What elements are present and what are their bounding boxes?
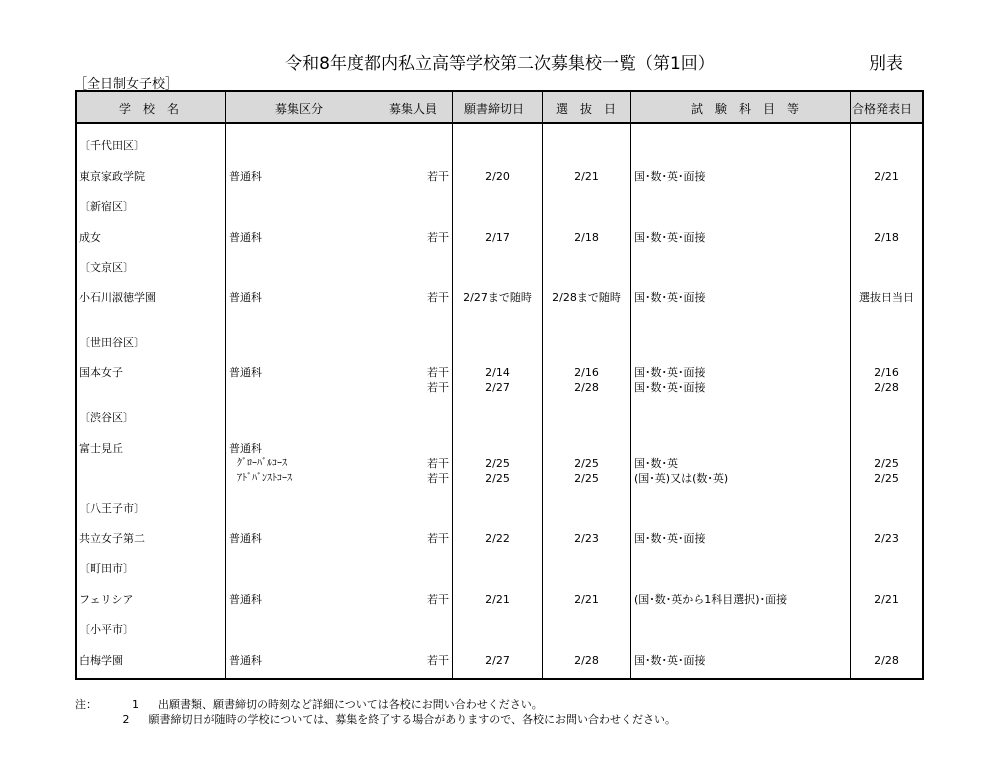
deadline-cell: 2/25 [485, 472, 510, 485]
deadline-cell: 2/22 [485, 532, 510, 545]
header-division: 募集区分 [275, 102, 324, 116]
selection-cell: 2/28 [574, 654, 599, 667]
division-cell: 普通科 [229, 654, 262, 667]
subjects-cell: 国･数･英･面接 [634, 291, 706, 304]
subjects-cell: 国･数･英･面接 [634, 532, 706, 545]
capacity-cell: 若干 [427, 457, 449, 470]
capacity-cell: 若干 [427, 654, 449, 667]
division-cell: 普通科 [229, 532, 262, 545]
ward-heading: 〔文京区〕 [79, 261, 134, 274]
schools-table [75, 90, 924, 680]
subjects-cell: 国･数･英･面接 [634, 654, 706, 667]
deadline-cell: 2/27まで随時 [463, 291, 532, 304]
division-cell: 普通科 [229, 366, 262, 379]
division-cell: 普通科 [229, 442, 262, 455]
announce-cell: 2/16 [874, 366, 899, 379]
notes [75, 697, 676, 727]
announce-cell: 2/21 [874, 170, 899, 183]
page-title: 令和8年度都内私立高等学校第二次募集校一覧（第1回） [285, 54, 715, 74]
deadline-cell: 2/20 [485, 170, 510, 183]
division-cell: 普通科 [229, 593, 262, 606]
announce-cell: 2/28 [874, 381, 899, 394]
ward-heading: 〔世田谷区〕 [79, 336, 145, 349]
ward-heading: 〔八王子市〕 [79, 502, 145, 515]
note-item [75, 697, 676, 712]
selection-cell: 2/25 [574, 457, 599, 470]
selection-cell: 2/28まで随時 [552, 291, 621, 304]
deadline-cell: 2/21 [485, 593, 510, 606]
selection-cell: 2/18 [574, 231, 599, 244]
selection-cell: 2/21 [574, 170, 599, 183]
subjects-cell: (国･英)又は(数･英) [634, 472, 729, 485]
division-cell: 普通科 [229, 291, 262, 304]
announce-cell: 2/25 [874, 457, 899, 470]
deadline-cell: 2/27 [485, 654, 510, 667]
subjects-cell: 国･数･英･面接 [634, 366, 706, 379]
capacity-cell: 若干 [427, 472, 449, 485]
school-name: 東京家政学院 [79, 170, 145, 183]
header-capacity: 募集人員 [389, 102, 438, 116]
note-number: 2 [122, 713, 130, 726]
selection-cell: 2/25 [574, 472, 599, 485]
attachment-label: 別表 [869, 54, 903, 74]
selection-cell: 2/23 [574, 532, 599, 545]
capacity-cell: 若干 [427, 170, 449, 183]
school-name: 国本女子 [79, 366, 123, 379]
selection-cell: 2/21 [574, 593, 599, 606]
note-text: 願書締切日が随時の学校については、募集を終了する場合がありますので、各校にお問い合わせください。 [148, 713, 677, 726]
capacity-cell: 若干 [427, 366, 449, 379]
school-name: 白梅学園 [79, 654, 123, 667]
school-name: 富士見丘 [79, 442, 123, 455]
ward-heading: 〔町田市〕 [79, 562, 134, 575]
course-cell: ｱﾄﾞﾊﾞﾝｽﾄｺｰｽ [237, 473, 292, 484]
header-deadline: 願書締切日 [464, 102, 525, 116]
capacity-cell: 若干 [427, 291, 449, 304]
ward-heading: 〔小平市〕 [79, 623, 134, 636]
subjects-cell: 国･数･英 [634, 457, 678, 470]
capacity-cell: 若干 [427, 593, 449, 606]
subjects-cell: (国･数･英から1科目選択)･面接 [634, 593, 788, 606]
header-school: 学 校 名 [119, 102, 180, 116]
school-name: フェリシア [79, 593, 134, 606]
course-cell: ｸﾞﾛｰﾊﾞﾙｺｰｽ [237, 458, 287, 469]
header-selection: 選 抜 日 [556, 102, 617, 116]
capacity-cell: 若干 [427, 231, 449, 244]
category-label: ［全日制女子校］ [74, 77, 179, 92]
announce-cell: 2/23 [874, 532, 899, 545]
announce-cell: 2/28 [874, 654, 899, 667]
deadline-cell: 2/27 [485, 381, 510, 394]
deadline-cell: 2/14 [485, 366, 510, 379]
notes-label: 注： [75, 698, 97, 711]
note-number: 1 [132, 698, 139, 711]
selection-cell: 2/28 [574, 381, 599, 394]
capacity-cell: 若干 [427, 532, 449, 545]
school-name: 成女 [79, 231, 101, 244]
school-name: 小石川淑徳学園 [79, 291, 156, 304]
table-header [77, 92, 922, 124]
header-announce: 合格発表日 [852, 102, 913, 116]
subjects-cell: 国･数･英･面接 [634, 381, 706, 394]
subjects-cell: 国･数･英･面接 [634, 231, 706, 244]
note-text: 出願書類、願書締切の時刻など詳細については各校にお問い合わせください。 [158, 698, 543, 711]
capacity-cell: 若干 [427, 381, 449, 394]
announce-cell: 2/21 [874, 593, 899, 606]
announce-cell: 選抜日当日 [859, 291, 914, 304]
column-divider [225, 92, 226, 678]
ward-heading: 〔渋谷区〕 [79, 411, 134, 424]
header-subjects: 試 験 科 目 等 [691, 102, 800, 116]
announce-cell: 2/25 [874, 472, 899, 485]
deadline-cell: 2/25 [485, 457, 510, 470]
ward-heading: 〔千代田区〕 [79, 139, 145, 152]
ward-heading: 〔新宿区〕 [79, 200, 134, 213]
note-item [75, 712, 676, 727]
division-cell: 普通科 [229, 170, 262, 183]
subjects-cell: 国･数･英･面接 [634, 170, 706, 183]
selection-cell: 2/16 [574, 366, 599, 379]
column-divider [630, 92, 631, 678]
announce-cell: 2/18 [874, 231, 899, 244]
school-name: 共立女子第二 [79, 532, 145, 545]
deadline-cell: 2/17 [485, 231, 510, 244]
division-cell: 普通科 [229, 231, 262, 244]
